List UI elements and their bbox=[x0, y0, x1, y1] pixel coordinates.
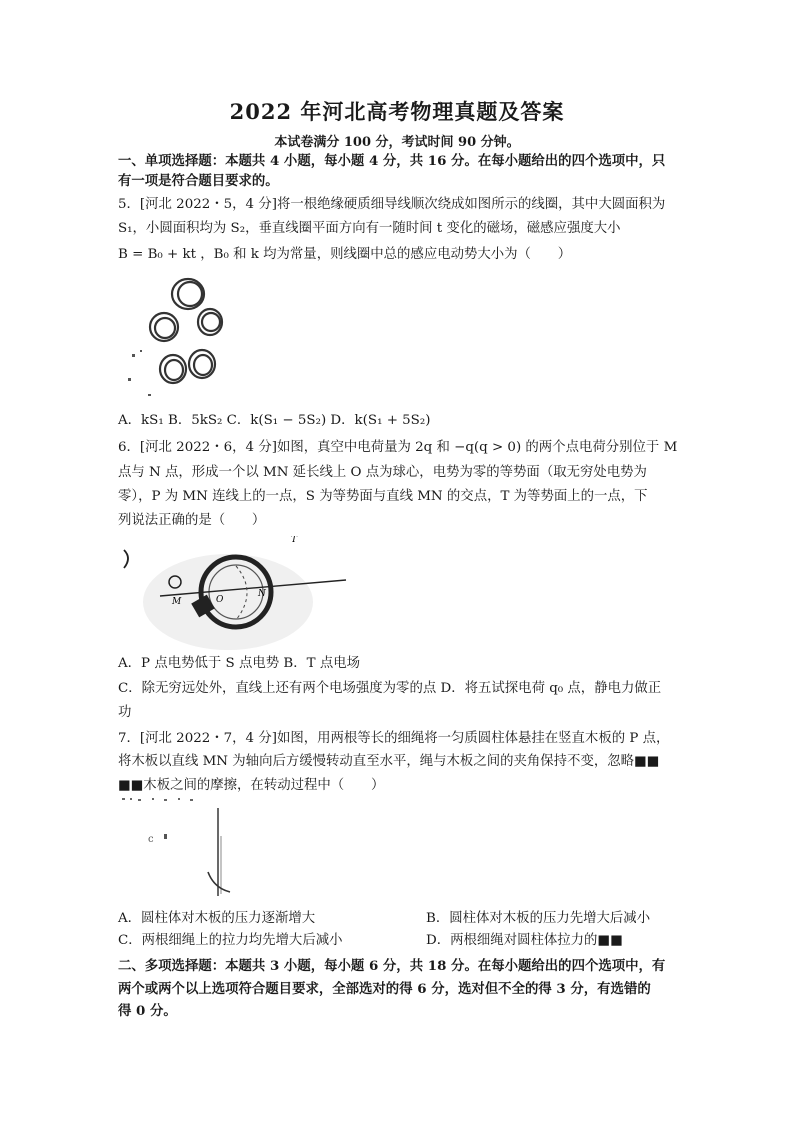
section2-heading-line3: 得 0 分。 bbox=[118, 1003, 177, 1019]
q7-line2: 将木板以直线 MN 为轴向后方缓慢转动直至水平，绳与木板之间的夹角保持不变，忽略■■ bbox=[118, 754, 660, 769]
section2-heading-line1: 二、多项选择题：本题共 3 小题，每小题 6 分，共 18 分。在每小题给出的四个选项中，有 bbox=[118, 958, 666, 974]
q6-line3: 零），P 为 MN 连线上的一点，S 为等势面与直线 MN 的交点，T 为等势面上的一点，下 bbox=[118, 489, 648, 504]
q6-line1: 6．[河北 2022・6，4 分]如图，真空中电荷量为 2q 和 −q(q > 0) 的两个点电荷分别位于 M bbox=[118, 440, 678, 455]
q6-option-cd-line1: C．除无穷远处外，直线上还有两个电场强度为零的点 D．将五试探电荷 q₀ 点，静电力做正 bbox=[118, 681, 662, 696]
svg-text:c: c bbox=[148, 834, 154, 845]
page-title: 2022 年河北高考物理真题及答案 bbox=[229, 99, 565, 124]
q7-option-c: C．两根细绳上的拉力均先增大后减小 bbox=[118, 933, 343, 948]
label-o: O bbox=[216, 595, 224, 605]
q5-line2: S₁，小圆面积均为 S₂，垂直线圈平面方向有一随时间 t 变化的磁场，磁感应强度大小 bbox=[118, 221, 621, 236]
q7-option-a: A．圆柱体对木板的压力逐渐增大 bbox=[118, 911, 316, 926]
q6-line2: 点与 N 点，形成一个以 MN 延长线上 O 点为球心，电势为零的等势面（取无穷处电势为 bbox=[118, 465, 647, 480]
label-t: T bbox=[291, 536, 298, 545]
q7-line1: 7．[河北 2022・7，4 分]如图，用两根等长的细绳将一匀质圆柱体悬挂在竖直木板的 P 点， bbox=[118, 731, 670, 746]
q5-coil-figure bbox=[118, 272, 238, 412]
section2-heading-line2: 两个或两个以上选项符合题目要求，全部选对的得 6 分，选对但不全的得 3 分，有选错的 bbox=[118, 981, 651, 997]
q5-options: A．kS₁ B．5kS₂ C．k(S₁ − 5S₂) D．k(S₁ + 5S₂) bbox=[118, 413, 431, 428]
section1-heading-line2: 有一项是符合题目要求的。 bbox=[118, 173, 279, 189]
q6-option-cd-line2: 功 bbox=[118, 705, 132, 720]
label-m: M bbox=[172, 597, 182, 607]
coil-small-loop bbox=[172, 279, 204, 309]
q6-line4: 列说法正确的是（ ） bbox=[118, 513, 266, 528]
q6-option-ab: A．P 点电势低于 S 点电势 B．T 点电场 bbox=[118, 656, 360, 671]
label-n: N bbox=[258, 589, 266, 599]
q7-option-b: B．圆柱体对木板的压力先增大后减小 bbox=[426, 911, 651, 926]
q5-line1: 5．[河北 2022・5，4 分]将一根绝缘硬质细导线顺次绕成如图所示的线圈，其中大圆面积为 bbox=[118, 197, 666, 212]
q7-line3: ■■木板之间的摩擦，在转动过程中（ ） bbox=[118, 778, 385, 793]
q7-option-d: D．两根细绳对圆柱体拉力的■■ bbox=[426, 933, 623, 948]
section1-heading-line1: 一、单项选择题：本题共 4 小题，每小题 4 分，共 16 分。在每小题给出的四个选项中，只 bbox=[118, 153, 666, 169]
q5-line3: B = B₀ + kt ，B₀ 和 k 均为常量，则线圈中总的感应电动势大小为（ ） bbox=[118, 247, 572, 262]
page-subtitle: 本试卷满分 100 分，考试时间 90 分钟。 bbox=[274, 135, 520, 150]
q7-board-figure bbox=[118, 796, 258, 904]
q6-equipotential-figure bbox=[118, 536, 378, 654]
